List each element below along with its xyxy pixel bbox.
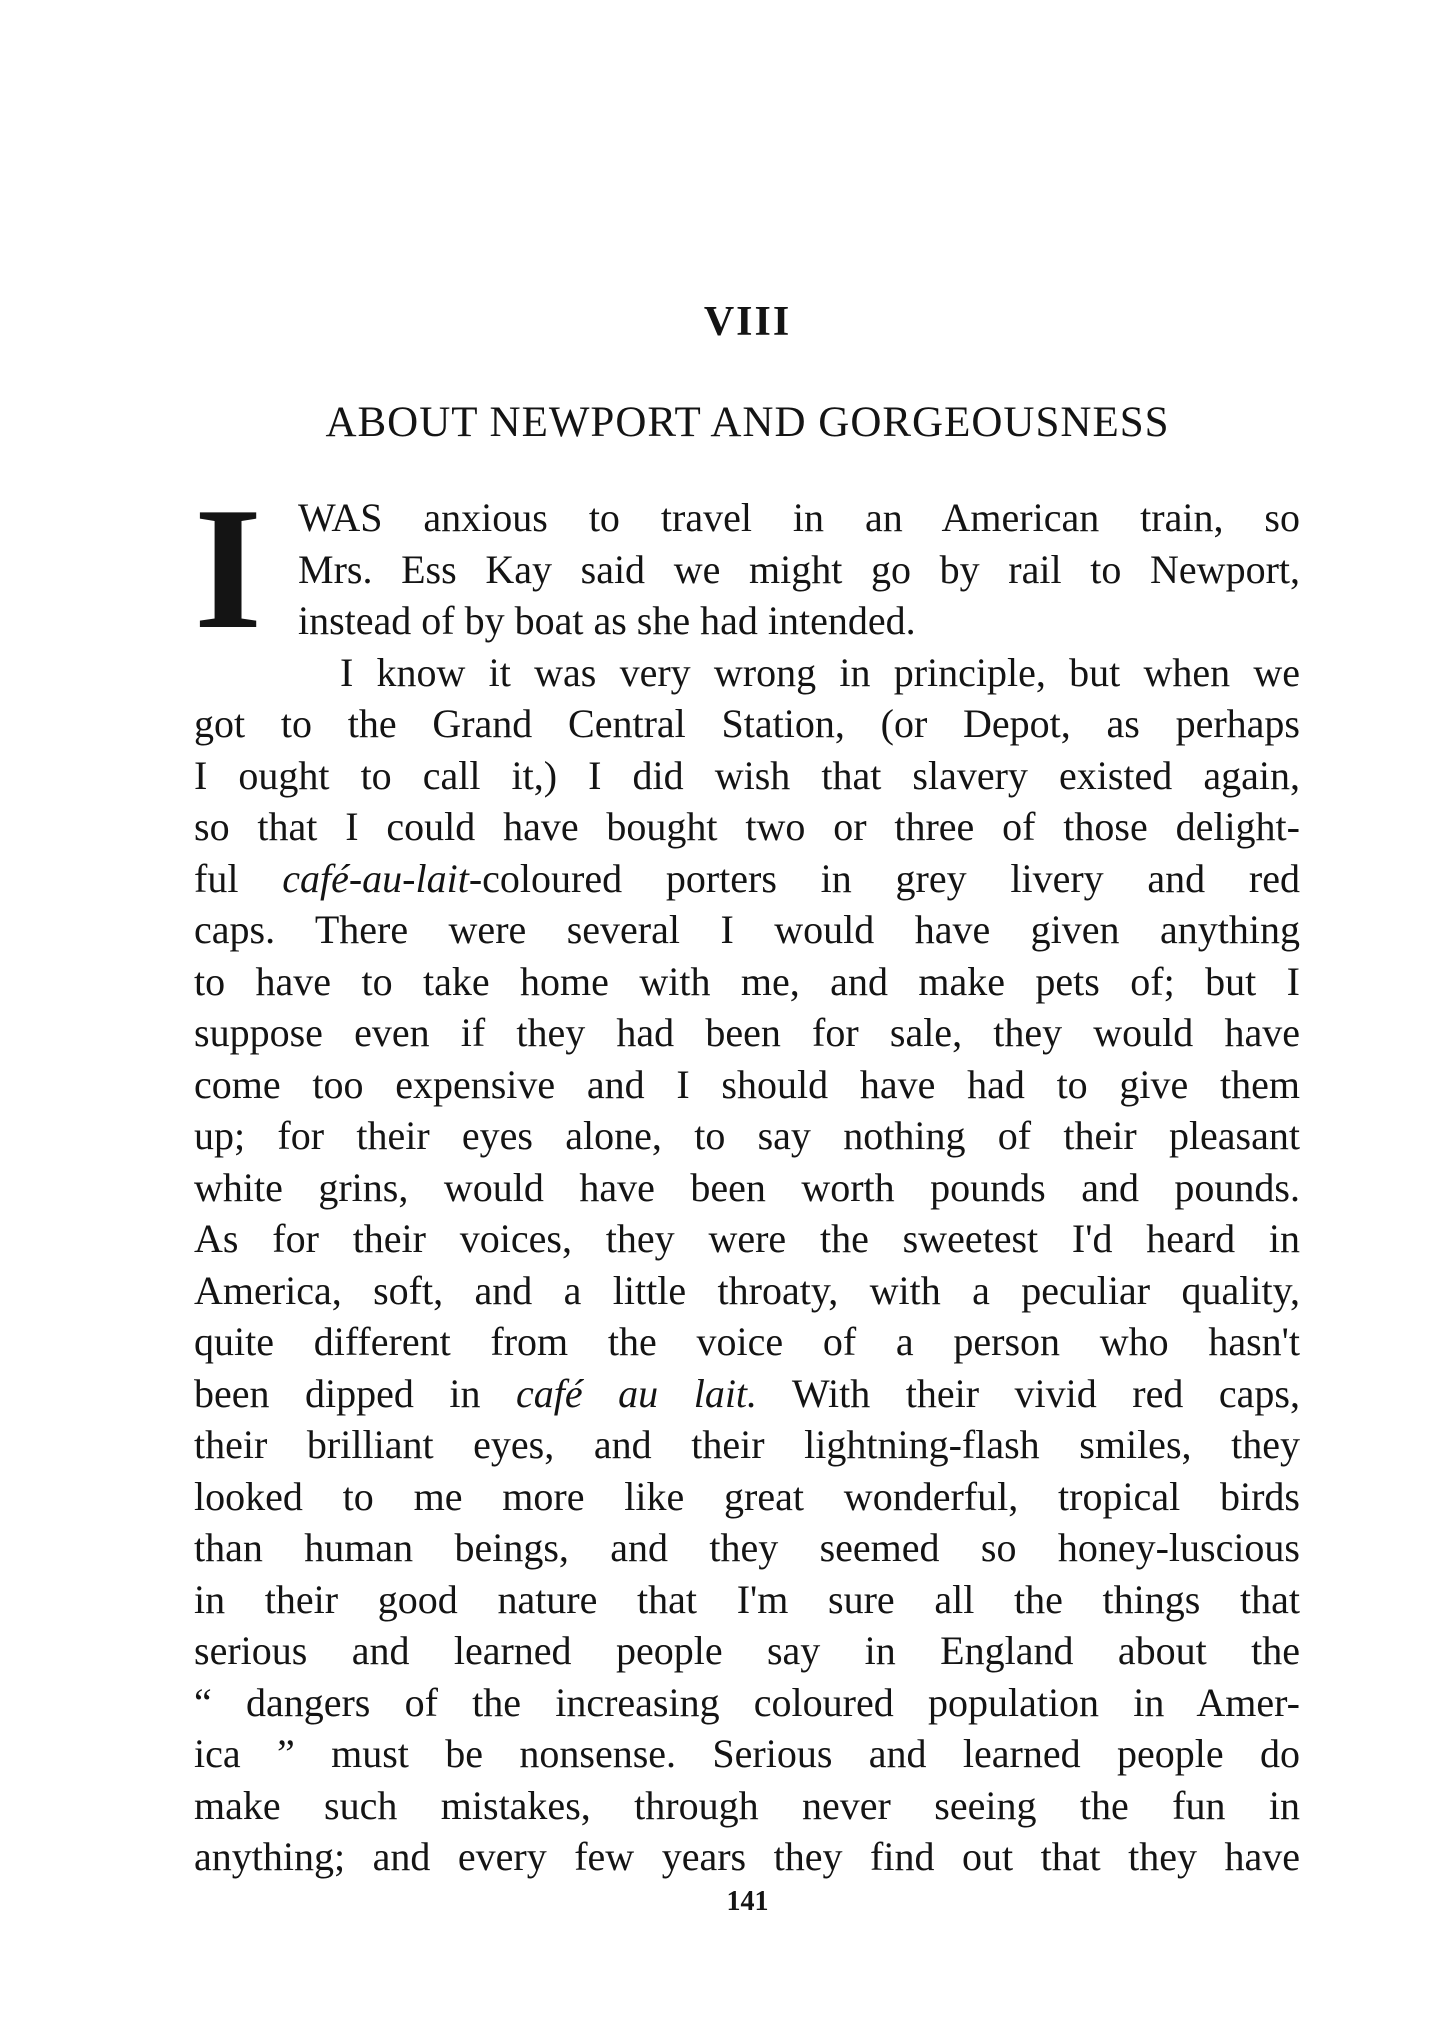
- text-line: instead of by boat as she had intended.: [298, 598, 916, 643]
- text-segment: been dipped in: [194, 1370, 517, 1416]
- text-line: so that I could have bought two or three of those delight-: [194, 804, 1300, 849]
- text-line: serious and learned people say in England about the: [194, 1628, 1300, 1673]
- text-segment: ful: [194, 855, 283, 901]
- text-line: anything; and every few years they find out that they have: [194, 1834, 1300, 1879]
- text-line: make such mistakes, through never seeing the fun in: [194, 1782, 1300, 1828]
- text-line: quite different from the voice of a person who hasn't: [194, 1319, 1300, 1364]
- italic-phrase: café-au-lait: [282, 855, 469, 901]
- text-segment: With their vivid red caps,: [757, 1370, 1300, 1416]
- text-segment: -coloured porters in grey livery and red: [468, 855, 1301, 901]
- chapter-title: ABOUT NEWPORT AND GORGEOUSNESS: [325, 399, 1170, 446]
- text-line: America, soft, and a little throaty, with a peculiar quality,: [194, 1267, 1300, 1313]
- text-line: than human beings, and they seemed so honey-luscious: [194, 1525, 1300, 1570]
- text-line: Mrs. Ess Kay said we might go by rail to Newport,: [298, 546, 1300, 592]
- body-text: [194, 492, 1300, 1883]
- text-line: to have to take home with me, and make pets of; but I: [194, 958, 1300, 1004]
- italic-phrase: café au lait.: [516, 1370, 758, 1416]
- text-line: up; for their eyes alone, to say nothing of their pleasant: [194, 1113, 1300, 1158]
- chapter-number: VIII: [703, 299, 792, 345]
- text-line: [194, 1368, 1300, 1420]
- text-line: suppose even if they had been for sale, they would have: [194, 1010, 1300, 1055]
- text-line: caps. There were several I would have given anything: [194, 907, 1300, 952]
- text-line: I know it was very wrong in principle, but when we: [340, 649, 1300, 695]
- text-line: white grins, would have been worth pounds and pounds.: [194, 1164, 1300, 1210]
- text-line: WAS anxious to travel in an American train, so: [298, 495, 1300, 540]
- text-line: ica ” must be nonsense. Serious and learned people do: [194, 1731, 1300, 1776]
- text-line: looked to me more like great wonderful, tropical birds: [194, 1473, 1300, 1519]
- text-line: got to the Grand Central Station, (or Depot, as perhaps: [194, 701, 1300, 746]
- drop-cap: I: [194, 471, 263, 665]
- text-line: As for their voices, they were the sweetest I'd heard in: [194, 1216, 1300, 1261]
- page-number: 141: [726, 1886, 769, 1917]
- text-line: come too expensive and I should have had to give them: [194, 1061, 1300, 1107]
- text-line: their brilliant eyes, and their lightning-flash smiles, they: [194, 1422, 1300, 1467]
- text-line: [194, 853, 1300, 905]
- text-line: I ought to call it,) I did wish that slavery existed again,: [194, 752, 1300, 798]
- text-line: in their good nature that I'm sure all the things that: [194, 1576, 1300, 1622]
- text-line: “ dangers of the increasing coloured population in Amer-: [194, 1679, 1300, 1725]
